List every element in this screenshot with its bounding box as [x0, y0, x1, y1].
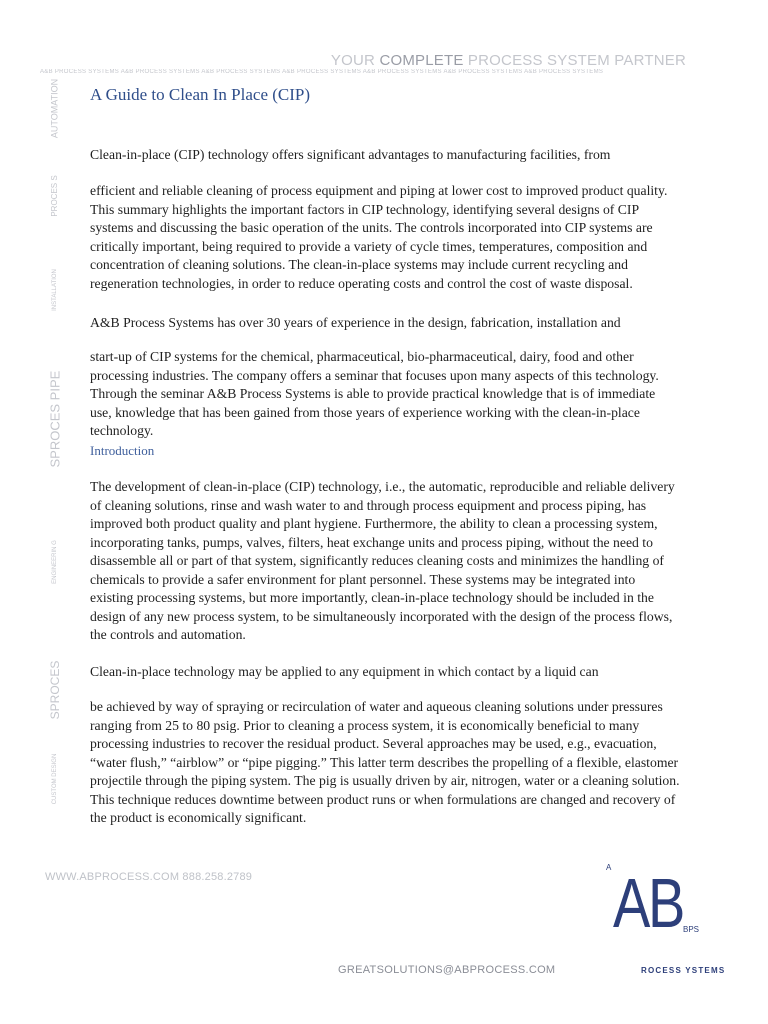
section-heading-introduction: Introduction [90, 443, 155, 458]
logo-subtitle: ROCESS YSTEMS [641, 966, 726, 975]
sidebar-label-process-pipe: SPROCES PIPE [47, 370, 63, 468]
tagline-prefix: YOUR [330, 52, 380, 69]
logo-small-a: A [606, 863, 612, 872]
paragraph-2-first-line: A&B Process Systems has over 30 years of experience in the design, fabrication, installation and [90, 315, 621, 330]
footer-website-phone: WWW.ABPROCESS.COM 888.258.2789 [45, 871, 253, 883]
paragraph-3: The development of clean-in-place (CIP) technology, i.e., the automatic, reproducible and reliable delivery of cleaning solutions, rinse and wash water to and through process equipment and process piping, has improved both product quality and plant hygiene. Furthermore, the ability to clean a processing system, incorporating tanks, pumps, valves, filters, heat exchange units and process piping, without the need to disassemble all or part of that system, significantly reduces cleaning costs and minimizes the handling of chemicals to provide a safer environment for plant personnel. These systems may be integrated into existing processing systems, but more importantly, clean-in-place technology should be included in the design of any new process system, to be simultaneously incorporated with the design of the process flows, the controls and automation. [90, 479, 675, 642]
sidebar-label-process: PROCES S [50, 175, 59, 217]
logo-ab: AB [613, 864, 683, 942]
footer-email: GREATSOLUTIONS@ABPROCESS.COM [338, 964, 556, 976]
logo-bps: BPS [683, 925, 700, 934]
paragraph-4-first-line: Clean-in-place technology may be applied to any equipment in which contact by a liquid can [90, 664, 599, 679]
document-title: A Guide to Clean In Place (CIP) [90, 85, 311, 104]
sidebar-label-automation: AUTOMATION [49, 78, 60, 139]
paragraph-4-body: be achieved by way of spraying or recirculation of water and aqueous cleaning solutions under pressures ranging from 25 to 80 psig. Prior to cleaning a process system, it is economically beneficial to many processing industries to recover the residual product. Several approaches may be used, e.g., evacuation, “water flush,” “airblow” or “pipe pigging.” This latter term describes the propelling of a flexible, elastomer projectile through the piping system. The pig is usually driven by air, nitrogen, water or a cleaning solution. This technique reduces downtime between product runs or when formulations are changed and recovery of the product is economically significant. [90, 699, 680, 825]
paragraph-1-first-line: Clean-in-place (CIP) technology offers significant advantages to manufacturing facilities, from [90, 147, 611, 162]
header-tagline [300, 52, 686, 69]
sidebar-label-custom-design: CUSTOM DESIGN [52, 753, 58, 805]
sidebar-label-installation: INSTALLATION [52, 269, 58, 311]
header-repeat-strip: A&B PROCESS SYSTEMS A&B PROCESS SYSTEMS A&B PROCESS SYSTEMS A&B PROCESS SYSTEMS A&B PROCESS SYSTEMS A&B PROCESS SYSTEMS A&B PROCESS SYSTEMS [40, 69, 604, 75]
sidebar-label-process-2: SPROCES [48, 660, 62, 720]
sidebar-label-engineering: ENGINEERIN G [52, 540, 58, 584]
paragraph-1-body: efficient and reliable cleaning of process equipment and piping at lower cost to improved product quality. This summary highlights the important factors in CIP technology, identifying several designs of CIP systems and discussing the basic operation of the units. The controls incorporated into CIP systems are critically important, being required to provide a variety of cycle times, temperatures, composition and concentration of cleaning solutions. The clean-in-place systems may include current recycling and regeneration technologies, in order to reduce operating costs and control the cost of waste disposal. [90, 183, 668, 291]
tagline-emphasis: COMPLETE [379, 52, 464, 69]
tagline-suffix: PROCESS SYSTEM PARTNER [463, 52, 686, 69]
paragraph-2-body: start-up of CIP systems for the chemical, pharmaceutical, bio-pharmaceutical, dairy, food and other processing industries. The company offers a seminar that focuses upon many aspects of this technology. Through the seminar A&B Process Systems is able to provide practical knowledge that is of immediate use, knowledge that has been gained from those years of experience working with the clean-in-place technology. [90, 349, 659, 438]
